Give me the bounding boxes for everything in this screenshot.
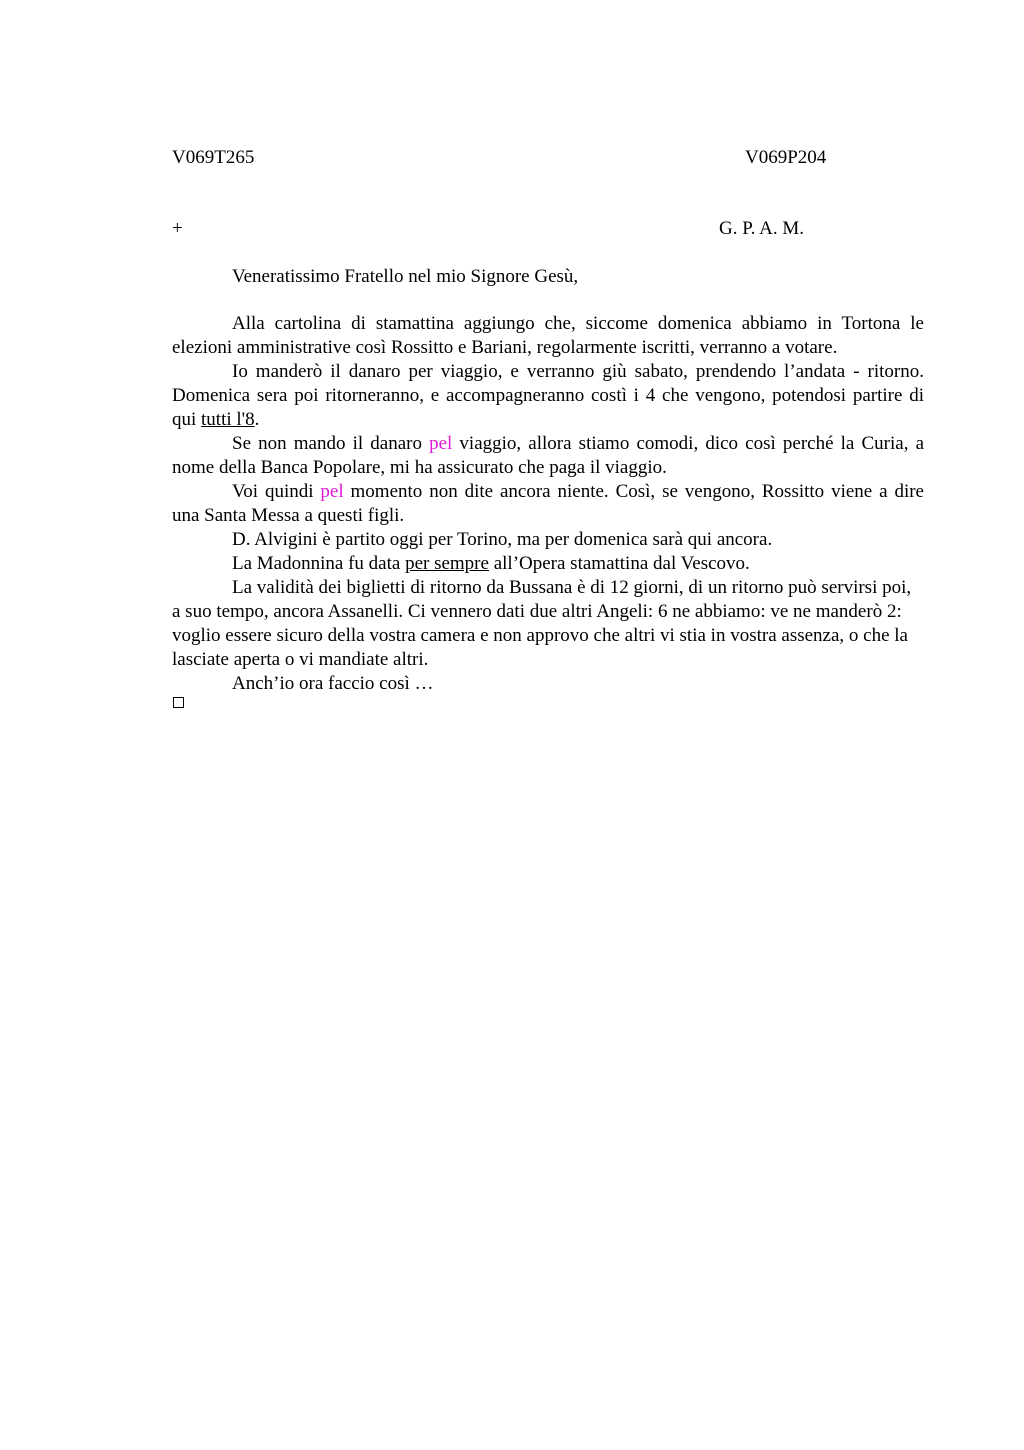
cross-symbol: +: [172, 218, 183, 239]
gpam-heading: G. P. A. M.: [719, 218, 804, 239]
highlighted-word-pel: pel: [320, 481, 344, 502]
paragraph-5: [172, 528, 924, 552]
highlighted-word-pel: pel: [429, 433, 453, 454]
document-code-right: V069P204: [745, 147, 827, 168]
paragraph-8-text: Anch’io ora faccio così …: [232, 673, 434, 694]
salutation: Veneratissimo Fratello nel mio Signore Gesù,: [232, 266, 579, 287]
paragraph-2-text-b: .: [254, 409, 260, 430]
underlined-phrase: per sempre: [405, 553, 489, 574]
end-square-icon: [173, 697, 184, 708]
paragraph-5-text: D. Alvigini è partito oggi per Torino, ma per domenica sarà qui ancora.: [232, 529, 773, 550]
paragraph-4-text-b: momento non dite ancora niente. Così, se vengono, Rossitto viene a dire una Santa Messa a questi figli.: [172, 481, 924, 526]
paragraph-1: [172, 312, 924, 360]
paragraph-7-text: La validità dei biglietti di ritorno da Bussana è di 12 giorni, di un ritorno può servirsi poi, a suo tempo, ancora Assanelli. Ci vennero dati due altri Angeli: 6 ne abbiamo: ve ne manderò 2: voglio essere sicuro della vostra camera e non approvo che altri vi stia in vostra assenza, o che la lasciate aperta o vi mandiate altri.: [172, 577, 912, 670]
paragraph-3-text-a: Se non mando il danaro: [232, 433, 430, 454]
paragraph-6-text-b: all’Opera stamattina dal Vescovo.: [488, 553, 750, 574]
paragraph-4: [172, 480, 924, 528]
paragraph-3: [172, 432, 924, 480]
document-code-left: V069T265: [172, 147, 255, 168]
paragraph-2: [172, 360, 924, 432]
paragraph-7: [172, 576, 924, 672]
paragraph-1-text: Alla cartolina di stamattina aggiungo che, siccome domenica abbiamo in Tortona le elezioni amministrative così Rossitto e Bariani, regolarmente iscritti, verranno a votare.: [172, 313, 924, 358]
underlined-date: tutti l'8: [201, 409, 255, 430]
paragraph-6: [172, 552, 924, 576]
paragraph-8: [172, 672, 924, 696]
paragraph-4-text-a: Voi quindi: [232, 481, 321, 502]
paragraph-3-text-b: viaggio, allora stiamo comodi, dico così perché la Curia, a nome della Banca Popolare, mi ha assicurato che paga il viaggio.: [172, 433, 924, 478]
letter-body: [172, 312, 924, 696]
paragraph-2-text-a: Io manderò il danaro per viaggio, e verranno giù sabato, prendendo l’andata - ritorno. Domenica sera poi ritorneranno, e accompagneranno costì i 4 che vengono, potendosi partire di qui: [172, 361, 924, 430]
paragraph-6-text-a: La Madonnina fu data: [232, 553, 406, 574]
